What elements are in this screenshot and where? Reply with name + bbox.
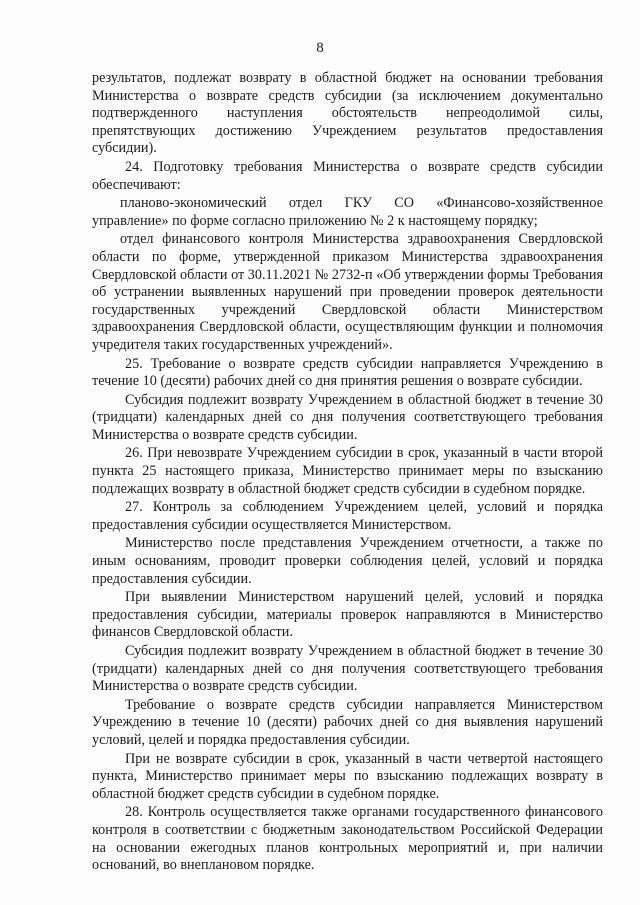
paragraph-planning-department: планово-экономический отдел ГКУ СО «Финансово-хозяйственное управление» по форме согласно приложению № 2 к настоящему порядку; (92, 195, 603, 229)
paragraph-item-27-part-4: Субсидия подлежит возврату Учреждением в областной бюджет в течение 30 (тридцати) календарных дней со дня получения соответствующего требования Министерства о возврате средств субсидии. (92, 643, 603, 695)
paragraph-continuation: результатов, подлежат возврату в областной бюджет на основании требования Министерства о возврате средств субсидии (за исключением документально подтвержденного наступления обстоятельств непреодолимой силы, препятствующих достижению Учреждением результатов предоставления субсидии). (92, 70, 603, 157)
paragraph-item-27-part-6: При не возврате субсидии в срок, указанный в части четвертой настоящего пункта, Министерство принимает меры по взысканию подлежащих возврату в областной бюджет средств субсидии в судебном порядке. (92, 750, 603, 802)
paragraph-item-27-part-2: Министерство после представления Учреждением отчетности, а также по иным основаниям, проводит проверки соблюдения целей, условий и порядка предоставления субсидии. (92, 535, 603, 587)
page-number: 8 (316, 40, 324, 56)
paragraph-item-24: 24. Подготовку требования Министерства о возврате средств субсидии обеспечивают: (92, 158, 603, 193)
document-body (92, 70, 603, 876)
paragraph-item-27-part-5: Требование о возврате средств субсидии направляется Министерством Учреждению в течение 10 (десяти) рабочих дней со дня выявления нарушений условий, целей и порядка предоставления субсидии. (92, 696, 603, 748)
paragraph-financial-control-department: отдел финансового контроля Министерства здравоохранения Свердловской области по форме, утвержденной приказом Министерства здравоохранения Свердловской области от 30.11.2021 № 2732-п «Об утверждении формы Требования об устранении выявленных нарушений при проведении проверок деятельности государственных учреждений Свердловской области Министерством здравоохранения Свердловской области, осуществляющим функции и полномочия учредителя таких государственных учреждений». (92, 231, 603, 353)
paragraph-item-27: 27. Контроль за соблюдением Учреждением целей, условий и порядка предоставления субсидии осуществляется Министерством. (92, 499, 603, 533)
paragraph-item-25-part-2: Субсидия подлежит возврату Учреждением в областной бюджет в течение 30 (тридцати) календарных дней со дня получения соответствующего требования Министерства о возврате средств субсидии. (92, 391, 603, 443)
paragraph-item-25: 25. Требование о возврате средств субсидии направляется Учреждению в течение 10 (десяти) рабочих дней со дня принятия решения о возврате субсидии. (92, 355, 603, 390)
paragraph-item-26: 26. При невозврате Учреждением субсидии в срок, указанный в части второй пункта 25 настоящего приказа, Министерство принимает меры по взысканию подлежащих возврату в областной бюджет средств субсидии в судебном порядке. (92, 445, 603, 497)
paragraph-item-27-part-3: При выявлении Министерством нарушений целей, условий и порядка предоставления субсидии, материалы проверок направляются в Министерство финансов Свердловской области. (92, 589, 603, 641)
paragraph-item-28: 28. Контроль осуществляется также органами государственного финансового контроля в соответствии с бюджетным законодательством Российской Федерации на основании ежегодных планов контрольных мероприятий и, при наличии оснований, во внеплановом порядке. (92, 804, 603, 874)
